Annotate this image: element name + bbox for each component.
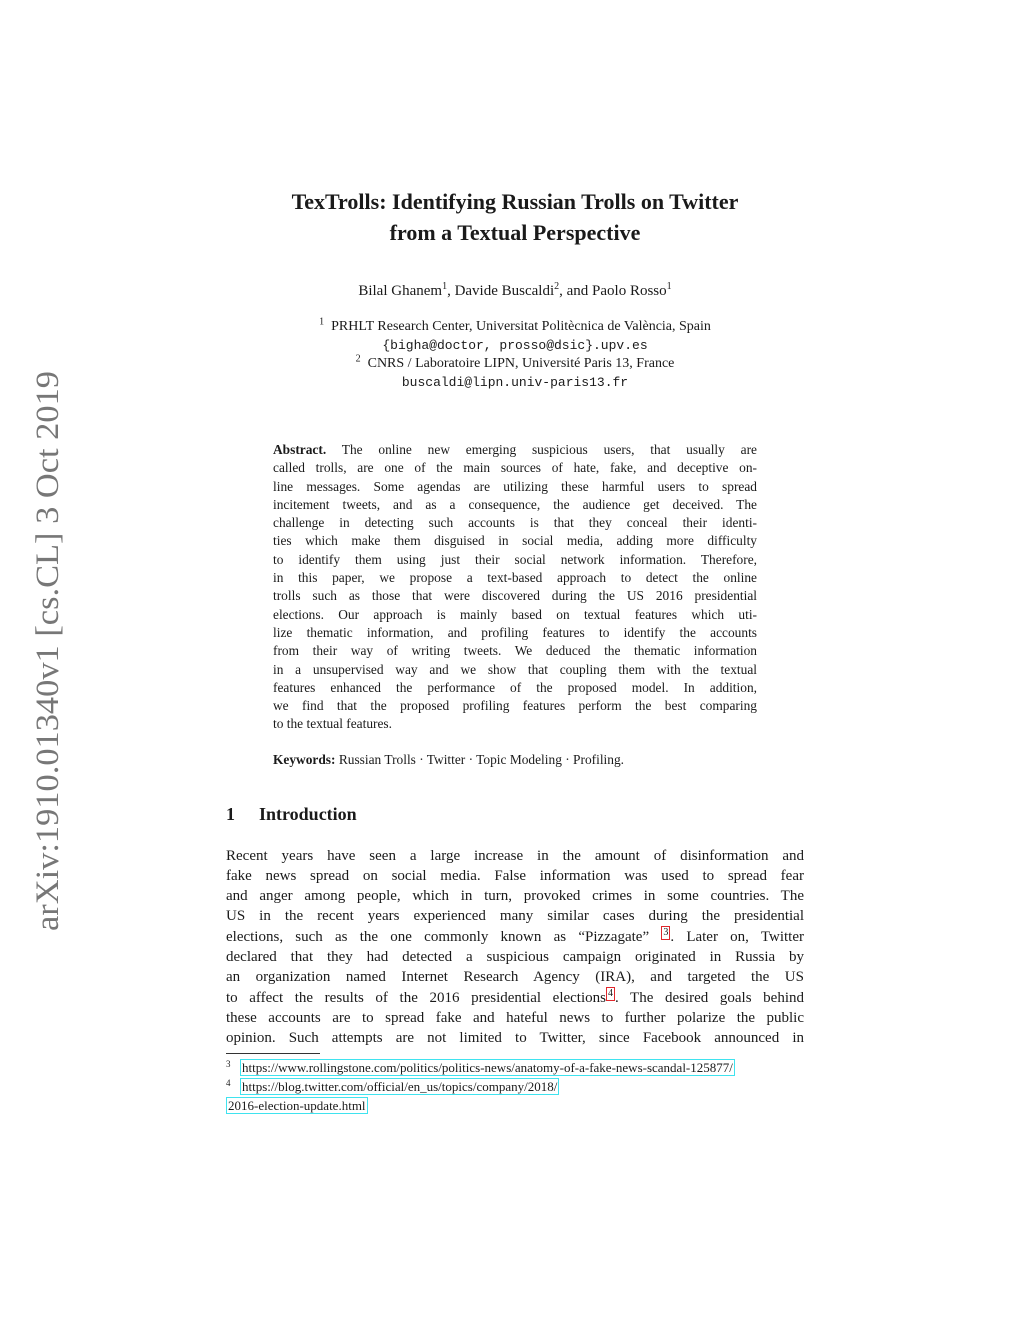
- affiliation-1-email: {bigha@doctor, prosso@dsic}.upv.es: [382, 337, 648, 353]
- abstract-line: we find that the proposed profiling features perform the best comparing: [273, 698, 757, 714]
- affil-text: CNRS / Laboratoire LIPN, Université Paris 13, France: [367, 356, 675, 371]
- affil-mark: 2: [355, 353, 361, 365]
- body-text-segment: to affect the results of the 2016 presidential elections: [226, 990, 606, 1006]
- footnote-ref-4[interactable]: 4: [607, 988, 613, 999]
- affil-mark: 1: [319, 316, 325, 328]
- author-separator: , and: [559, 283, 593, 299]
- footnote-divider: [226, 1053, 320, 1054]
- intro-paragraph: [226, 846, 804, 1048]
- body-text-segment: elections, such as the one commonly known as “Pizzagate”: [226, 929, 662, 945]
- footnote-ref-3[interactable]: 3: [663, 927, 669, 938]
- abstract-line: trolls such as those that were discovered during the US 2016 presidential: [273, 588, 757, 604]
- abstract-line: line messages. Some agendas are utilizing these harmful users to spread: [273, 478, 757, 494]
- author-affil-mark: 1: [442, 281, 448, 292]
- author-affil-mark: 1: [666, 281, 672, 292]
- abstract-label: Abstract.: [273, 442, 327, 457]
- body-line: declared that they had detected a suspicious campaign originated in Russia by: [226, 949, 804, 965]
- author-affil-mark: 2: [554, 281, 560, 292]
- arxiv-stamp-text: arXiv:1910.01340v1 [cs.CL] 3 Oct 2019: [30, 393, 66, 931]
- abstract-line: from their way of writing tweets. We deduced the thematic information: [273, 643, 757, 659]
- abstract-line: elections. Our approach is mainly based on textual features which uti-: [273, 606, 757, 622]
- body-line: US in the recent years experienced many similar cases during the presidential: [226, 908, 804, 924]
- author-name: Davide Buscaldi: [454, 283, 555, 299]
- footnote-3: 3 https://www.rollingstone.com/politics/politics-news/anatomy-of-a-fake-news-scandal-125877/: [226, 1058, 733, 1075]
- abstract-text: The online new emerging suspicious users, that usually are: [341, 442, 757, 457]
- abstract-line: in this paper, we propose a text-based approach to detect the online: [273, 570, 757, 586]
- arxiv-stamp-svg: [18, 365, 74, 935]
- author-list: [200, 283, 830, 300]
- abstract-line: challenge in detecting such accounts is that they conceal their identi-: [273, 515, 757, 531]
- abstract-line: features enhanced the performance of the proposed model. In addition,: [273, 679, 757, 695]
- abstract-line: [273, 441, 757, 459]
- abstract-line: incitement tweets, and as a consequence, the audience get deceived. The: [273, 496, 757, 512]
- keywords-text: Russian Trolls · Twitter · Topic Modeling · Profiling.: [338, 752, 625, 767]
- abstract-line: in a unsupervised way and we show that coupling them with the textual: [273, 661, 757, 677]
- abstract-line: lize thematic information, and profiling features to identify the accounts: [273, 624, 757, 640]
- footnote-4-cont: [226, 1096, 886, 1115]
- affiliation-1: [200, 318, 830, 337]
- section-number: 1: [226, 804, 235, 824]
- abstract-line: ties which make them disguised in social media, adding more difficulty: [273, 533, 757, 549]
- footnote-4: 4 https://blog.twitter.com/official/en_us/topics/company/2018/: [226, 1077, 558, 1094]
- affiliation-2-email: buscaldi@lipn.univ-paris13.fr: [401, 374, 629, 390]
- abstract-line: to identify them using just their social network information. Therefore,: [273, 551, 757, 567]
- affil-text: PRHLT Research Center, Universitat Politècnica de València, Spain: [331, 319, 711, 334]
- body-text-segment: . The desired goals behind: [614, 990, 804, 1006]
- abstract-line: called trolls, are one of the main sources of hate, fake, and deceptive on-: [273, 460, 757, 476]
- footnotes: [226, 1058, 886, 1115]
- body-text-segment: . Later on, Twitter: [670, 929, 804, 945]
- body-line: [226, 926, 804, 947]
- keywords: [273, 752, 757, 768]
- body-line: these accounts are to spread fake and hateful news to further polarize the public: [226, 1010, 804, 1026]
- body-line: and anger among people, which in turn, provoked crimes in some countries. The: [226, 888, 804, 904]
- section-heading: [226, 804, 357, 825]
- section-title: Introduction: [259, 804, 357, 824]
- affiliation-2: [200, 355, 830, 374]
- footnote-4-link-cont[interactable]: 2016-election-update.html: [228, 1098, 366, 1113]
- body-line: fake news spread on social media. False information was used to spread fear: [226, 868, 804, 884]
- keywords-label: Keywords:: [273, 752, 336, 767]
- arxiv-side-stamp: [18, 365, 74, 935]
- author-name: Bilal Ghanem: [358, 283, 443, 299]
- footnote-4-link[interactable]: https://blog.twitter.com/official/en_us/topics/company/2018/: [242, 1079, 558, 1094]
- abstract: [273, 441, 757, 734]
- author-separator: ,: [447, 283, 455, 299]
- author-name: Paolo Rosso: [592, 283, 667, 299]
- body-line: Recent years have seen a large increase in the amount of disinformation and: [226, 848, 804, 864]
- body-line: an organization named Internet Research Agency (IRA), and targeted the US: [226, 969, 804, 985]
- body-line: [226, 987, 804, 1008]
- paper-title: [200, 186, 830, 248]
- footnote-3-link[interactable]: https://www.rollingstone.com/politics/politics-news/anatomy-of-a-fake-news-scandal-125877/: [242, 1060, 733, 1075]
- affiliations: [200, 318, 830, 392]
- title-line-2: from a Textual Perspective: [389, 220, 641, 245]
- body-line: opinion. Such attempts are not limited to Twitter, since Facebook announced in: [226, 1030, 804, 1046]
- title-line-1: TexTrolls: Identifying Russian Trolls on Twitter: [291, 189, 739, 214]
- abstract-line: to the textual features.: [273, 716, 392, 732]
